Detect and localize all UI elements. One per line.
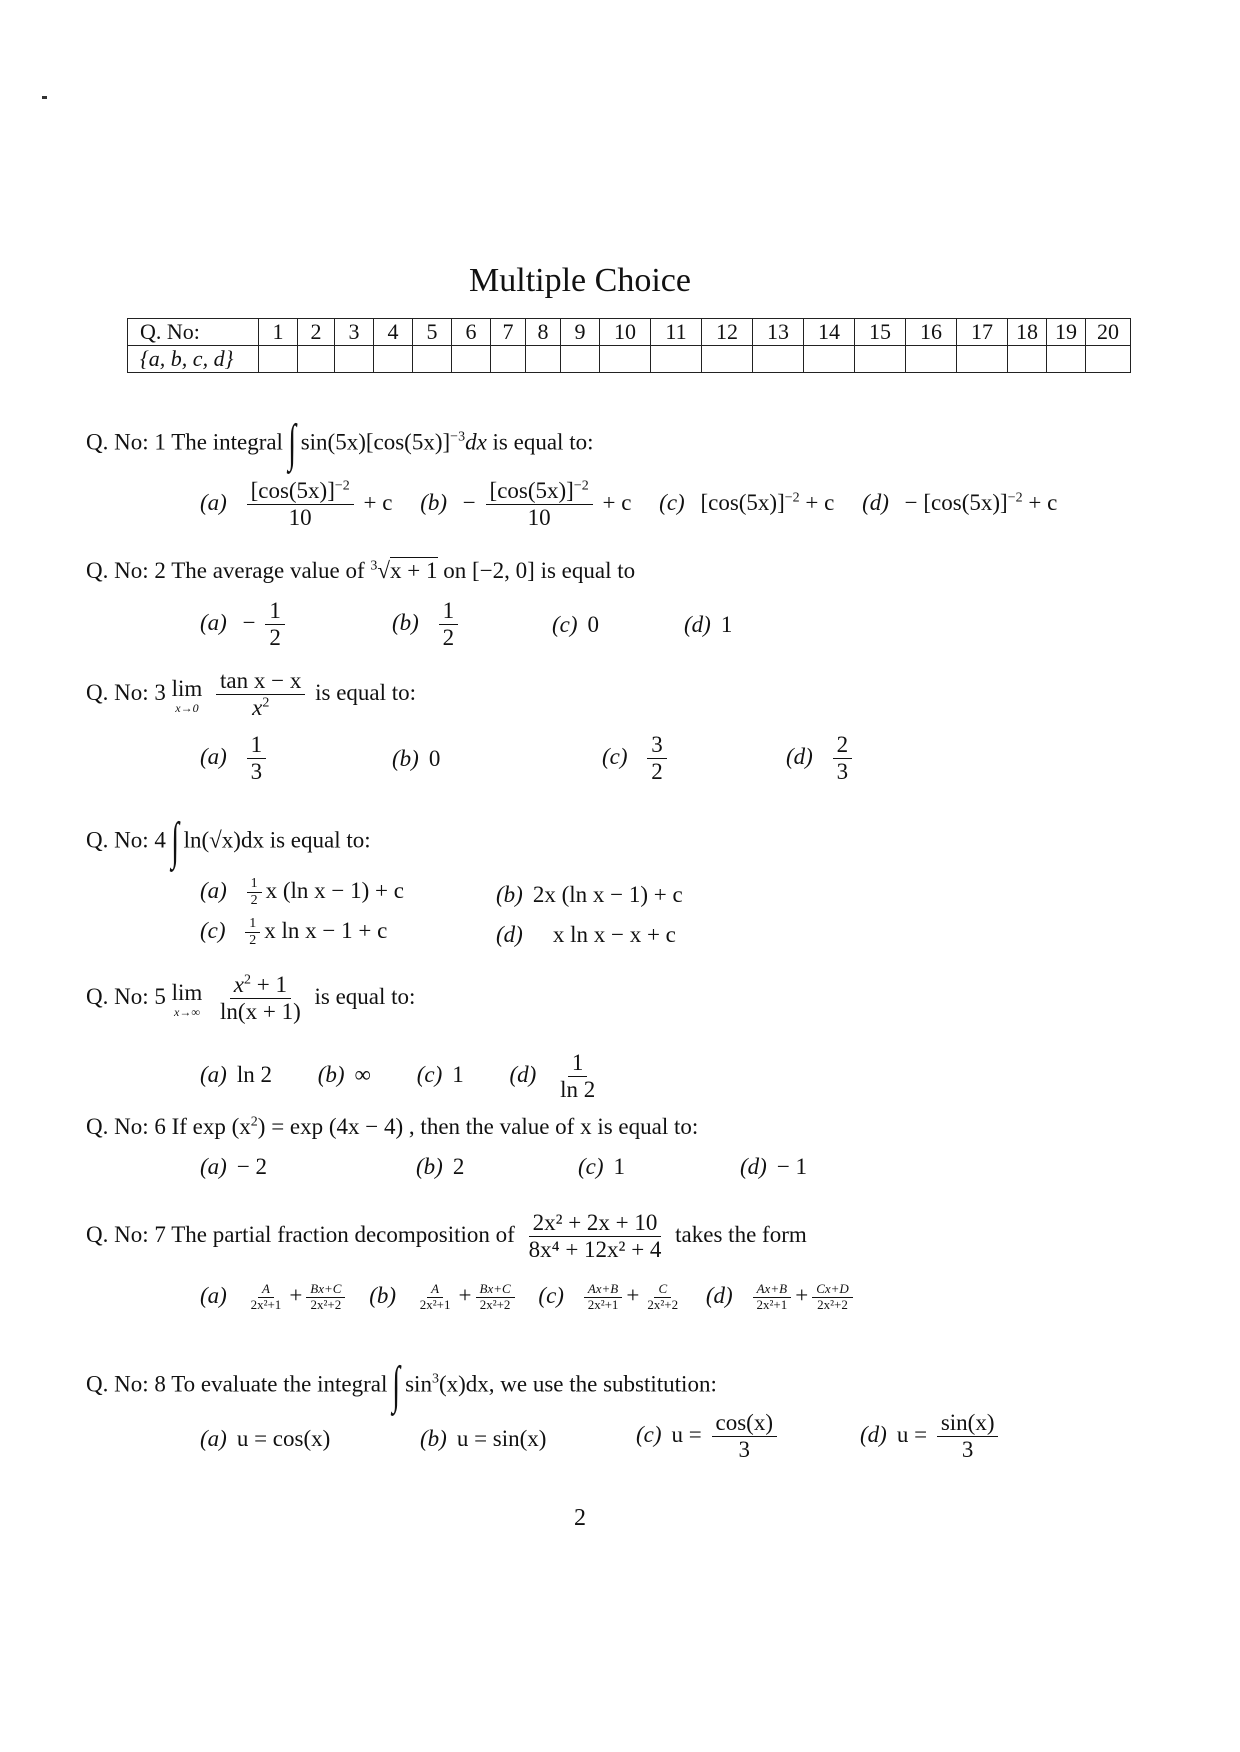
grid-answer-row	[128, 346, 1131, 373]
option-d-label: (d)	[860, 1422, 887, 1448]
q7-d-frac1	[752, 1282, 791, 1313]
q7-frac	[525, 1210, 666, 1264]
q6-option-d	[740, 1154, 807, 1180]
grid-qnum: 3	[335, 319, 374, 346]
q1-suffix: is equal to:	[492, 429, 594, 455]
integral-sign: ∫	[170, 813, 179, 870]
q8-b-value: u = sin(x)	[456, 1426, 547, 1451]
q7-d-d2: 2x²+2	[817, 1296, 848, 1312]
option-a-label: (a)	[200, 1426, 227, 1451]
q3-d-num: 2	[833, 732, 853, 759]
option-d-label: (d)	[684, 612, 711, 637]
grid-qnum: 6	[452, 319, 491, 346]
q8-option-c	[636, 1410, 781, 1464]
grid-qnum: 17	[957, 319, 1008, 346]
q2-d-value: 1	[720, 612, 733, 637]
q8-d-lhs: u =	[896, 1422, 928, 1448]
q1-b-sign: −	[462, 490, 476, 516]
q7-den: 8x⁴ + 12x² + 4	[528, 1237, 662, 1263]
q6-option-a	[200, 1154, 267, 1180]
option-d-label: (d)	[862, 490, 889, 516]
answer-cell[interactable]	[651, 346, 702, 373]
grid-qnum: 12	[702, 319, 753, 346]
q6-c-value: 1	[613, 1154, 626, 1179]
q8-expr-tail: (x)dx, we use the substitution:	[438, 1371, 717, 1397]
option-b-label: (b)	[317, 1062, 345, 1088]
option-d-label: (d)	[786, 744, 813, 770]
plus: +	[626, 1282, 640, 1308]
q2-option-b	[392, 598, 462, 652]
q5-d-frac	[556, 1050, 599, 1104]
option-c-label: (c)	[200, 917, 226, 943]
q6-d-value: − 1	[776, 1154, 808, 1179]
question-6	[86, 1114, 698, 1140]
q5-prefix: Q. No: 5	[86, 984, 166, 1010]
grid-row-label-choices: {a, b, c, d}	[128, 346, 259, 373]
q5-num: x	[233, 972, 244, 997]
q2-a-den: 2	[269, 625, 281, 651]
answer-cell[interactable]	[526, 346, 561, 373]
q3-c-num: 3	[647, 732, 667, 759]
q7-prefix: Q. No: 7 The partial fraction decomposition of	[86, 1222, 515, 1248]
q1-b-frac	[486, 478, 593, 532]
option-c-label: (c)	[636, 1422, 662, 1448]
q7-c-frac1	[584, 1282, 623, 1313]
answer-cell[interactable]	[491, 346, 526, 373]
q3-option-a	[200, 732, 270, 786]
q1-b-num: [cos(5x)]	[489, 478, 574, 503]
q7-b-n2: Bx+C	[476, 1282, 515, 1298]
answer-cell[interactable]	[561, 346, 600, 373]
q7-d-d1: 2x²+1	[756, 1296, 788, 1312]
q8-d-num: sin(x)	[937, 1410, 999, 1437]
plus: +	[795, 1282, 809, 1308]
option-b-label: (b)	[420, 1426, 447, 1451]
q3-d-frac	[833, 732, 853, 786]
q5-den: ln(x + 1)	[220, 999, 301, 1025]
q7-d-n2: Cx+D	[812, 1282, 853, 1298]
q7-c-d2: 2x²+2	[647, 1296, 679, 1312]
q2-b-num: 1	[439, 598, 459, 625]
q7-a-frac1	[247, 1282, 286, 1313]
q3-option-c	[602, 732, 671, 786]
option-b-label: (b)	[392, 746, 419, 771]
grid-qnum: 4	[374, 319, 413, 346]
option-b-label: (b)	[496, 882, 523, 907]
answer-cell[interactable]	[600, 346, 651, 373]
q2-a-sign: −	[242, 610, 256, 636]
grid-qnum: 2	[298, 319, 335, 346]
q5-lim-word: lim	[171, 979, 203, 1005]
q2-c-value: 0	[587, 612, 600, 637]
q2-radicand: x + 1	[390, 558, 438, 583]
q3-c-frac	[647, 732, 667, 786]
q5-d-num: 1	[568, 1050, 588, 1077]
question-8	[86, 1357, 717, 1414]
option-c-label: (c)	[552, 612, 578, 637]
q1-c-text: [cos(5x)]	[700, 490, 785, 516]
option-d-label: (d)	[496, 922, 523, 947]
q1-a-den: 10	[288, 505, 312, 531]
option-a-label: (a)	[200, 1282, 227, 1308]
q5-d-den: ln 2	[560, 1077, 596, 1103]
q1-a-exp: −2	[334, 478, 350, 494]
q5-b-value: ∞	[354, 1062, 371, 1088]
q6-option-b	[416, 1154, 464, 1180]
option-c-label: (c)	[602, 744, 628, 770]
q7-a-n2: Bx+C	[306, 1282, 345, 1298]
plus: +	[289, 1282, 303, 1308]
q3-a-num: 1	[247, 732, 267, 759]
question-2	[86, 558, 635, 584]
q7-b-frac2	[476, 1282, 515, 1313]
q1-c-tail: + c	[805, 490, 835, 516]
answer-cell[interactable]	[957, 346, 1008, 373]
q8-option-b	[420, 1426, 546, 1452]
q8-d-frac	[937, 1410, 999, 1464]
answer-cell[interactable]	[804, 346, 855, 373]
q6-text-a: Q. No: 6 If exp (x	[86, 1114, 251, 1139]
q2-option-c	[552, 612, 599, 638]
q3-limit	[172, 676, 203, 714]
q4-b-value: 2x (ln x − 1) + c	[532, 882, 683, 907]
q7-num: 2x² + 2x + 10	[529, 1210, 662, 1237]
q4-prefix: Q. No: 4	[86, 827, 166, 853]
q7-b-n1: A	[427, 1282, 443, 1298]
q7-a-d2: 2x²+2	[310, 1296, 342, 1312]
q6-text-b: ) = exp (4x − 4) , then the value of x is equal to:	[257, 1114, 699, 1139]
grid-qnum: 15	[855, 319, 906, 346]
q4-c-tail: x ln x − 1 + c	[264, 917, 388, 943]
q1-a-tail: + c	[363, 490, 393, 516]
answer-cell[interactable]	[335, 346, 374, 373]
q5-options	[200, 1050, 603, 1104]
q7-c-n1: Ax+B	[584, 1282, 622, 1298]
q1-b-den: 10	[527, 505, 551, 531]
grid-qnum: 5	[413, 319, 452, 346]
q7-b-frac1	[416, 1282, 455, 1313]
option-b-label: (b)	[420, 490, 448, 516]
q8-c-frac	[712, 1410, 777, 1464]
grid-qnum: 9	[561, 319, 600, 346]
answer-cell[interactable]	[1008, 346, 1047, 373]
answer-cell[interactable]	[298, 346, 335, 373]
q5-limit	[172, 980, 203, 1018]
q2-b-frac	[439, 598, 459, 652]
q4-expr: ln(√x)dx	[183, 827, 264, 853]
option-a-label: (a)	[200, 1154, 227, 1179]
answer-cell[interactable]	[1047, 346, 1086, 373]
answer-cell[interactable]	[413, 346, 452, 373]
grid-qnum: 8	[526, 319, 561, 346]
q7-b-d2: 2x²+2	[479, 1296, 511, 1312]
q3-frac	[216, 668, 305, 722]
q1-b-exp: −2	[573, 478, 589, 494]
answer-cell[interactable]	[452, 346, 491, 373]
option-c-label: (c)	[659, 490, 685, 516]
option-a-label: (a)	[200, 610, 227, 636]
answer-cell[interactable]	[855, 346, 906, 373]
q8-c-lhs: u =	[671, 1422, 702, 1448]
grid-number-row	[128, 319, 1131, 346]
answer-cell[interactable]	[906, 346, 957, 373]
q7-a-n1: A	[258, 1282, 274, 1298]
q4-c-coef-den: 2	[249, 933, 257, 949]
grid-qnum: 13	[753, 319, 804, 346]
q2-b-den: 2	[442, 625, 455, 651]
page-number: 2	[574, 1505, 586, 1531]
q8-expr: sin	[405, 1371, 432, 1397]
grid-qnum: 18	[1008, 319, 1047, 346]
q4-d-value: x ln x − x + c	[552, 922, 676, 947]
q5-frac	[216, 972, 305, 1026]
option-a-label: (a)	[200, 744, 227, 770]
radical-icon: √	[377, 558, 391, 583]
q6-option-c	[578, 1154, 625, 1180]
q1-exp: −3	[450, 429, 466, 445]
q4-a-coef	[247, 876, 262, 909]
question-5	[86, 972, 415, 1026]
grid-qnum: 1	[259, 319, 298, 346]
q8-c-num: cos(x)	[712, 1410, 777, 1437]
q3-a-frac	[247, 732, 267, 786]
q2-a-num: 1	[265, 598, 285, 625]
grid-qnum: 20	[1086, 319, 1131, 346]
q8-option-d	[860, 1410, 1002, 1464]
q3-option-d	[786, 732, 856, 786]
q3-den: x	[252, 695, 263, 721]
question-1	[86, 415, 594, 472]
grid-row-label-qno: Q. No:	[128, 319, 259, 346]
q4-a-tail: x (ln x − 1) + c	[265, 877, 404, 903]
option-c-label: (c)	[578, 1154, 604, 1179]
option-a-label: (a)	[200, 1062, 227, 1088]
q7-d-n1: Ax+B	[753, 1282, 791, 1298]
grid-qnum: 10	[600, 319, 651, 346]
question-4	[86, 813, 371, 870]
q7-d-frac2	[812, 1282, 853, 1313]
option-b-label: (b)	[392, 610, 419, 636]
q1-d-exp: −2	[1007, 490, 1023, 506]
answer-grid	[127, 318, 1131, 373]
q2-root-index: 3	[370, 558, 378, 574]
q2-option-d	[684, 612, 732, 638]
option-d-label: (d)	[509, 1062, 537, 1088]
option-b-label: (b)	[416, 1154, 443, 1179]
answer-cell[interactable]	[259, 346, 298, 373]
q5-num-tail: + 1	[251, 972, 287, 997]
question-7	[86, 1210, 807, 1264]
q3-a-den: 3	[250, 759, 263, 785]
q5-lim-sub: x→∞	[174, 1004, 200, 1019]
q3-den-exp: 2	[262, 695, 270, 711]
q1-d-tail: + c	[1028, 490, 1058, 516]
scan-speck	[42, 96, 47, 99]
page-title: Multiple Choice	[469, 262, 691, 299]
q1-options	[200, 478, 1057, 532]
q8-a-value: u = cos(x)	[236, 1426, 331, 1451]
q4-c-coef-num: 1	[245, 916, 260, 933]
q3-c-den: 2	[651, 759, 663, 785]
question-3	[86, 668, 416, 722]
q7-suffix: takes the form	[675, 1222, 807, 1248]
q4-option-b	[496, 882, 683, 908]
q1-prefix: Q. No: 1 The integral	[86, 429, 283, 455]
q3-lim-sub: x→0	[175, 700, 199, 715]
q1-a-num: [cos(5x)]	[250, 478, 335, 503]
q6-b-value: 2	[452, 1154, 465, 1179]
answer-cell[interactable]	[1086, 346, 1131, 373]
q4-option-d	[496, 922, 676, 948]
q1-expr: sin(5x)[cos(5x)]	[300, 429, 451, 455]
q3-b-value: 0	[428, 746, 441, 771]
q4-a-coef-den: 2	[250, 893, 258, 909]
q7-options	[200, 1282, 857, 1313]
q5-c-value: 1	[452, 1062, 464, 1088]
q7-b-d1: 2x²+1	[419, 1296, 451, 1312]
plus: +	[458, 1282, 472, 1308]
grid-qnum: 19	[1047, 319, 1086, 346]
q7-c-frac2	[643, 1282, 682, 1313]
q3-lim-word: lim	[171, 675, 203, 701]
q3-option-b	[392, 746, 440, 772]
q5-suffix: is equal to:	[314, 984, 416, 1010]
answer-cell[interactable]	[374, 346, 413, 373]
q2-suffix: on [−2, 0] is equal to	[443, 558, 636, 583]
option-c-label: (c)	[538, 1282, 564, 1308]
q7-c-n2: C	[654, 1282, 671, 1298]
option-c-label: (c)	[416, 1062, 443, 1088]
q7-a-frac2	[306, 1282, 345, 1313]
grid-qnum: 16	[906, 319, 957, 346]
grid-qnum: 7	[491, 319, 526, 346]
q5-a-value: ln 2	[236, 1062, 272, 1088]
grid-qnum: 11	[651, 319, 702, 346]
q8-d-den: 3	[961, 1437, 974, 1463]
q7-c-d1: 2x²+1	[587, 1296, 619, 1312]
answer-cell[interactable]	[753, 346, 804, 373]
q1-a-frac	[247, 478, 354, 532]
q8-exp: 3	[431, 1371, 439, 1387]
q1-b-tail: + c	[602, 490, 632, 516]
q3-suffix: is equal to:	[315, 680, 417, 706]
q1-d-text: − [cos(5x)]	[904, 490, 1008, 516]
q6-a-value: − 2	[236, 1154, 268, 1179]
q8-c-den: 3	[738, 1437, 750, 1463]
q2-prefix: Q. No: 2 The average value of	[86, 558, 365, 583]
q7-a-d1: 2x²+1	[250, 1296, 282, 1312]
option-a-label: (a)	[200, 877, 227, 903]
integral-sign: ∫	[287, 415, 296, 472]
q4-option-a	[200, 876, 404, 909]
option-a-label: (a)	[200, 490, 227, 516]
q6-exp: 2	[250, 1114, 258, 1130]
q5-num-exp: 2	[244, 972, 251, 988]
q2-a-frac	[265, 598, 285, 652]
q1-dx: dx	[465, 429, 487, 455]
grid-qnum: 14	[804, 319, 855, 346]
q4-option-c	[200, 916, 387, 949]
answer-cell[interactable]	[702, 346, 753, 373]
q4-a-coef-num: 1	[247, 876, 262, 893]
q3-num: tan x − x	[216, 668, 305, 695]
integral-sign: ∫	[392, 1357, 401, 1414]
q8-option-a	[200, 1426, 330, 1452]
q1-c-exp: −2	[784, 490, 800, 506]
q4-suffix: is equal to:	[269, 827, 371, 853]
q8-prefix: Q. No: 8 To evaluate the integral	[86, 1371, 388, 1397]
option-d-label: (d)	[740, 1154, 767, 1179]
q2-options	[200, 598, 289, 652]
q3-d-den: 3	[836, 759, 849, 785]
option-d-label: (d)	[705, 1282, 733, 1308]
option-b-label: (b)	[369, 1282, 397, 1308]
q4-c-coef	[245, 916, 260, 949]
q3-prefix: Q. No: 3	[86, 680, 166, 706]
